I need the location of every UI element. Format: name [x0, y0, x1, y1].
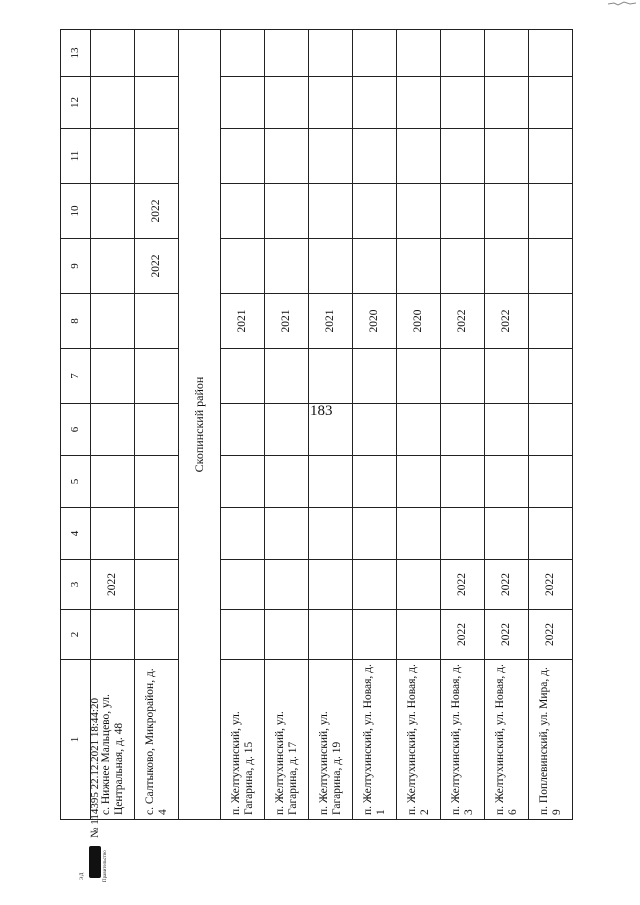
year-cell: 2022: [485, 610, 529, 660]
year-cell: [135, 77, 179, 129]
year-cell: [397, 508, 441, 560]
region-row: [179, 30, 221, 820]
address-cell: п. Желтухинский, ул. Гагарина, д. 17: [265, 660, 309, 820]
year-cell: [441, 77, 485, 129]
year-cell: [309, 77, 353, 129]
column-header: 9: [61, 239, 91, 294]
year-cell: [91, 404, 135, 456]
year-cell: 2022: [135, 239, 179, 294]
year-cell: [309, 349, 353, 404]
year-cell: [529, 349, 573, 404]
table-row: [441, 30, 485, 820]
year-cell: [309, 129, 353, 184]
year-cell: 2022: [485, 294, 529, 349]
year-cell: [265, 508, 309, 560]
footer-rotated: [76, 698, 116, 882]
year-cell: [529, 30, 573, 77]
column-header: 5: [61, 456, 91, 508]
address-cell: с. Нижнее Мальцево, ул. Центральная, д. 48: [91, 660, 135, 820]
column-header: 12: [61, 77, 91, 129]
address-cell: с. Салтыково, Микрорайон, д. 4: [135, 660, 179, 820]
year-cell: [91, 30, 135, 77]
table-row: [265, 30, 309, 820]
year-cell: 2021: [221, 294, 265, 349]
year-cell: [485, 508, 529, 560]
column-header: 2: [61, 610, 91, 660]
year-cell: [529, 508, 573, 560]
year-cell: [91, 610, 135, 660]
year-cell: [485, 184, 529, 239]
year-cell: [397, 184, 441, 239]
year-cell: [265, 129, 309, 184]
year-cell: [353, 77, 397, 129]
year-cell: [397, 239, 441, 294]
table-row: [221, 30, 265, 820]
year-cell: [485, 349, 529, 404]
year-cell: [397, 610, 441, 660]
address-cell: п. Поплевинский, ул. Мира, д. 9: [529, 660, 573, 820]
year-cell: [353, 129, 397, 184]
address-cell: п. Желтухинский, ул. Новая, д. 3: [441, 660, 485, 820]
year-cell: [353, 184, 397, 239]
year-cell: [221, 77, 265, 129]
stamp-top-text: ЭД: [80, 871, 85, 880]
year-cell: [353, 610, 397, 660]
year-cell: [91, 129, 135, 184]
year-cell: [265, 610, 309, 660]
table-row: [529, 30, 573, 820]
column-header: 7: [61, 349, 91, 404]
year-cell: [91, 184, 135, 239]
year-cell: [529, 294, 573, 349]
year-cell: [221, 610, 265, 660]
year-cell: [309, 239, 353, 294]
year-cell: [397, 77, 441, 129]
table-row: [309, 30, 353, 820]
year-cell: [221, 184, 265, 239]
stamp-bottom-text: Правительство: [103, 850, 108, 882]
year-cell: [265, 184, 309, 239]
year-cell: [529, 404, 573, 456]
year-cell: [529, 77, 573, 129]
column-header: 10: [61, 184, 91, 239]
page-number-text: 183: [310, 403, 333, 419]
year-cell: [265, 239, 309, 294]
column-header: 1: [61, 660, 91, 820]
year-cell: [309, 560, 353, 610]
year-cell: [221, 349, 265, 404]
year-cell: [441, 184, 485, 239]
year-cell: [309, 610, 353, 660]
year-cell: [135, 560, 179, 610]
year-cell: [265, 404, 309, 456]
year-cell: [135, 30, 179, 77]
document-number: № 114395 22.12.2021 18:44:20: [89, 698, 101, 838]
year-cell: [485, 239, 529, 294]
year-cell: [353, 456, 397, 508]
year-cell: [309, 404, 353, 456]
year-cell: [397, 129, 441, 184]
year-cell: [441, 30, 485, 77]
address-cell: п. Желтухинский, ул. Новая, д. 6: [485, 660, 529, 820]
year-cell: [397, 456, 441, 508]
address-cell: п. Желтухинский, ул. Новая, д. 1: [353, 660, 397, 820]
column-header: 6: [61, 404, 91, 456]
year-cell: [353, 30, 397, 77]
column-header: 13: [61, 30, 91, 77]
year-cell: [309, 184, 353, 239]
year-cell: [309, 508, 353, 560]
year-cell: [529, 456, 573, 508]
year-cell: 2022: [485, 560, 529, 610]
year-cell: [353, 239, 397, 294]
year-cell: 2021: [265, 294, 309, 349]
year-cell: [485, 77, 529, 129]
year-cell: [397, 560, 441, 610]
year-cell: [265, 30, 309, 77]
year-cell: [265, 560, 309, 610]
year-cell: [441, 349, 485, 404]
year-cell: [485, 30, 529, 77]
year-cell: [397, 404, 441, 456]
year-cell: [135, 456, 179, 508]
year-cell: 2021: [309, 294, 353, 349]
table-row: [397, 30, 441, 820]
year-cell: 2020: [397, 294, 441, 349]
year-cell: [353, 508, 397, 560]
year-cell: [221, 129, 265, 184]
column-header: 8: [61, 294, 91, 349]
year-cell: [529, 129, 573, 184]
region-label: Скопинский район: [179, 30, 221, 820]
year-cell: [441, 129, 485, 184]
year-cell: [529, 239, 573, 294]
table-rotated: [60, 30, 565, 820]
year-cell: [353, 404, 397, 456]
year-cell: 2022: [91, 560, 135, 610]
year-cell: [265, 456, 309, 508]
table-header-row: [61, 30, 91, 820]
year-cell: [529, 184, 573, 239]
year-cell: [135, 129, 179, 184]
column-header: 3: [61, 560, 91, 610]
year-cell: [485, 129, 529, 184]
schedule-table: [60, 29, 573, 820]
year-cell: [91, 508, 135, 560]
electronic-stamp: [80, 842, 110, 882]
year-cell: [397, 349, 441, 404]
year-cell: [91, 456, 135, 508]
table-body: [61, 30, 573, 820]
year-cell: [91, 294, 135, 349]
year-cell: [353, 560, 397, 610]
year-cell: 2020: [353, 294, 397, 349]
year-cell: [91, 77, 135, 129]
year-cell: [309, 30, 353, 77]
year-cell: [221, 560, 265, 610]
year-cell: [485, 404, 529, 456]
year-cell: [221, 456, 265, 508]
year-cell: [135, 508, 179, 560]
year-cell: [135, 294, 179, 349]
table-row: [353, 30, 397, 820]
address-cell: п. Желтухинский, ул. Новая, д. 2: [397, 660, 441, 820]
year-cell: [265, 349, 309, 404]
year-cell: [135, 349, 179, 404]
year-cell: 2022: [529, 610, 573, 660]
table-row: [485, 30, 529, 820]
column-header: 4: [61, 508, 91, 560]
table-frame: [60, 30, 565, 820]
scan-artifact: [606, 0, 640, 8]
year-cell: [485, 456, 529, 508]
year-cell: 2022: [135, 184, 179, 239]
address-cell: п. Желтухинский, ул. Гагарина, д. 19: [309, 660, 353, 820]
year-cell: [397, 30, 441, 77]
year-cell: [265, 77, 309, 129]
column-header: 11: [61, 129, 91, 184]
year-cell: [221, 30, 265, 77]
year-cell: [309, 456, 353, 508]
year-cell: [441, 456, 485, 508]
address-cell: п. Желтухинский, ул. Гагарина, д. 15: [221, 660, 265, 820]
year-cell: [91, 349, 135, 404]
year-cell: [353, 349, 397, 404]
year-cell: 2022: [441, 294, 485, 349]
table-row: [135, 30, 179, 820]
year-cell: [441, 508, 485, 560]
stamp-logo: [89, 846, 101, 878]
year-cell: [221, 404, 265, 456]
year-cell: [91, 239, 135, 294]
year-cell: 2022: [441, 560, 485, 610]
year-cell: 2022: [529, 560, 573, 610]
year-cell: [135, 404, 179, 456]
year-cell: [135, 610, 179, 660]
year-cell: 2022: [441, 610, 485, 660]
year-cell: [441, 239, 485, 294]
year-cell: [441, 404, 485, 456]
year-cell: [221, 239, 265, 294]
year-cell: [221, 508, 265, 560]
